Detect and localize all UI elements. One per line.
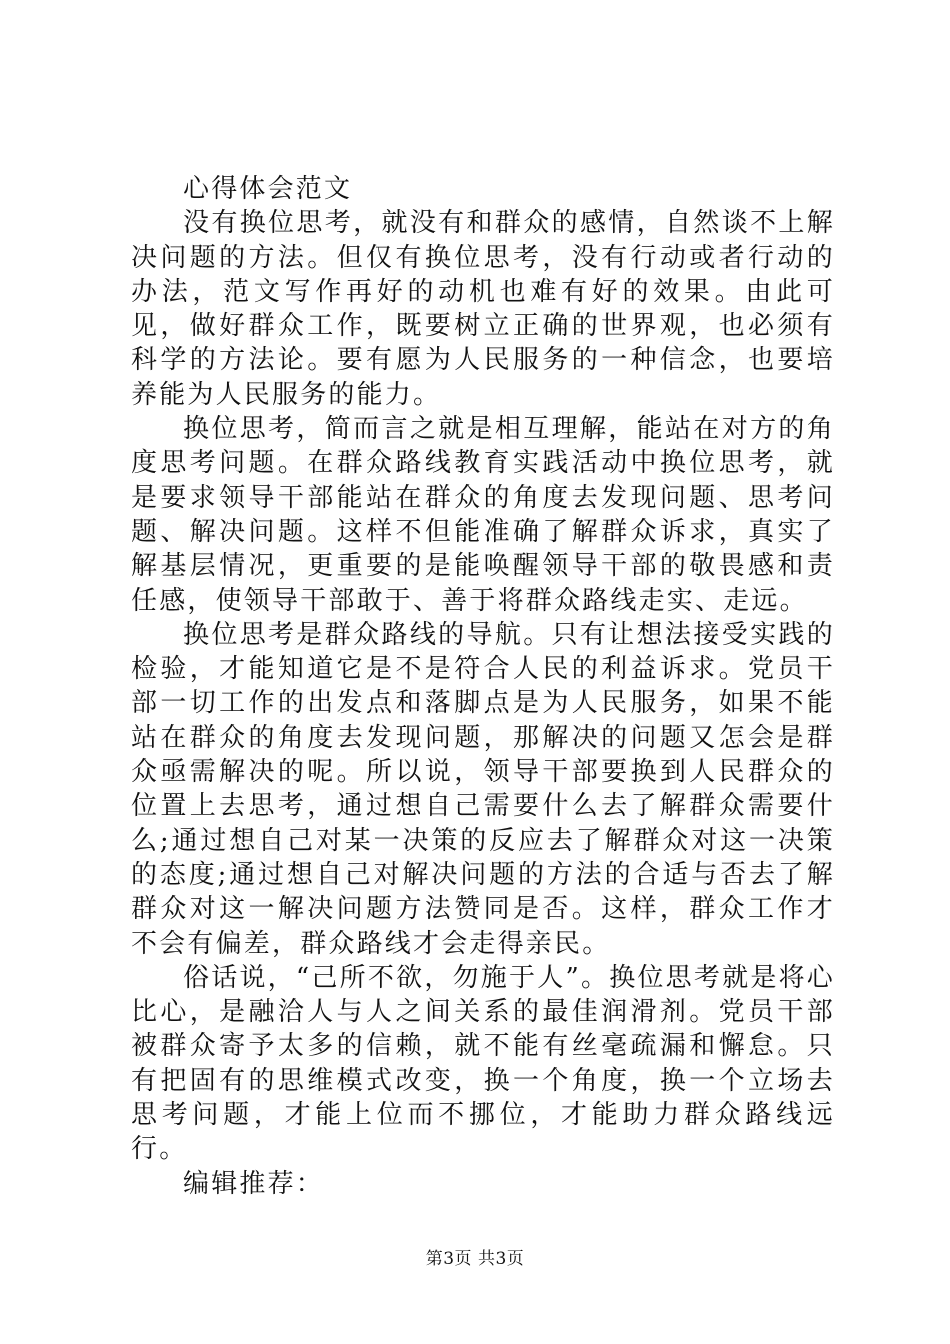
body-paragraph-4: 俗话说，“己所不欲，勿施于人”。换位思考就是将心比心，是融洽人与人之间关系的最佳润滑剂。党员干部被群众寄予太多的信赖，就不能有丝毫疏漏和懈怠。只有把固有的思维模式改变，换一个角度，换一个立场去思考问题，才能上位而不挪位，才能助力群众路线远行。 [131,962,835,1165]
document-body [131,172,835,1201]
closing-line: 编辑推荐： [183,1168,325,1199]
body-paragraph-3: 换位思考是群众路线的导航。只有让想法接受实践的检验，才能知道它是不是符合人民的利益诉求。党员干部一切工作的出发点和落脚点是为人民服务，如果不能站在群众的角度去发现问题，那解决的问题又怎会是群众亟需解决的呢。所以说，领导干部要换到人民群众的位置上去思考，通过想自己需要什么去了解群众需要什么;通过想自己对某一决策的反应去了解群众对这一决策的态度;通过想自己对解决问题的方法的合适与否去了解群众对这一解决问题方法赞同是否。这样，群众工作才不会有偏差，群众路线才会走得亲民。 [131,619,835,959]
page-number-label: 第3页 共3页 [425,1249,525,1269]
document-title: 心得体会范文 [183,174,353,204]
body-paragraph-1: 没有换位思考，就没有和群众的感情，自然谈不上解决问题的方法。但仅有换位思考，没有行动或者行动的办法，范文写作再好的动机也难有好的效果。由此可见，做好群众工作，既要树立正确的世界观，也必须有科学的方法论。要有愿为人民服务的一种信念，也要培养能为人民服务的能力。 [131,208,835,410]
body-paragraph-2: 换位思考，简而言之就是相互理解，能站在对方的角度思考问题。在群众路线教育实践活动中换位思考，就是要求领导干部能站在群众的角度去发现问题、思考问题、解决问题。这样不但能准确了解群众诉求，真实了解基层情况，更重要的是能唤醒领导干部的敬畏感和责任感，使领导干部敢于、善于将群众路线走实、走远。 [131,414,835,616]
page-footer [0,1244,950,1269]
